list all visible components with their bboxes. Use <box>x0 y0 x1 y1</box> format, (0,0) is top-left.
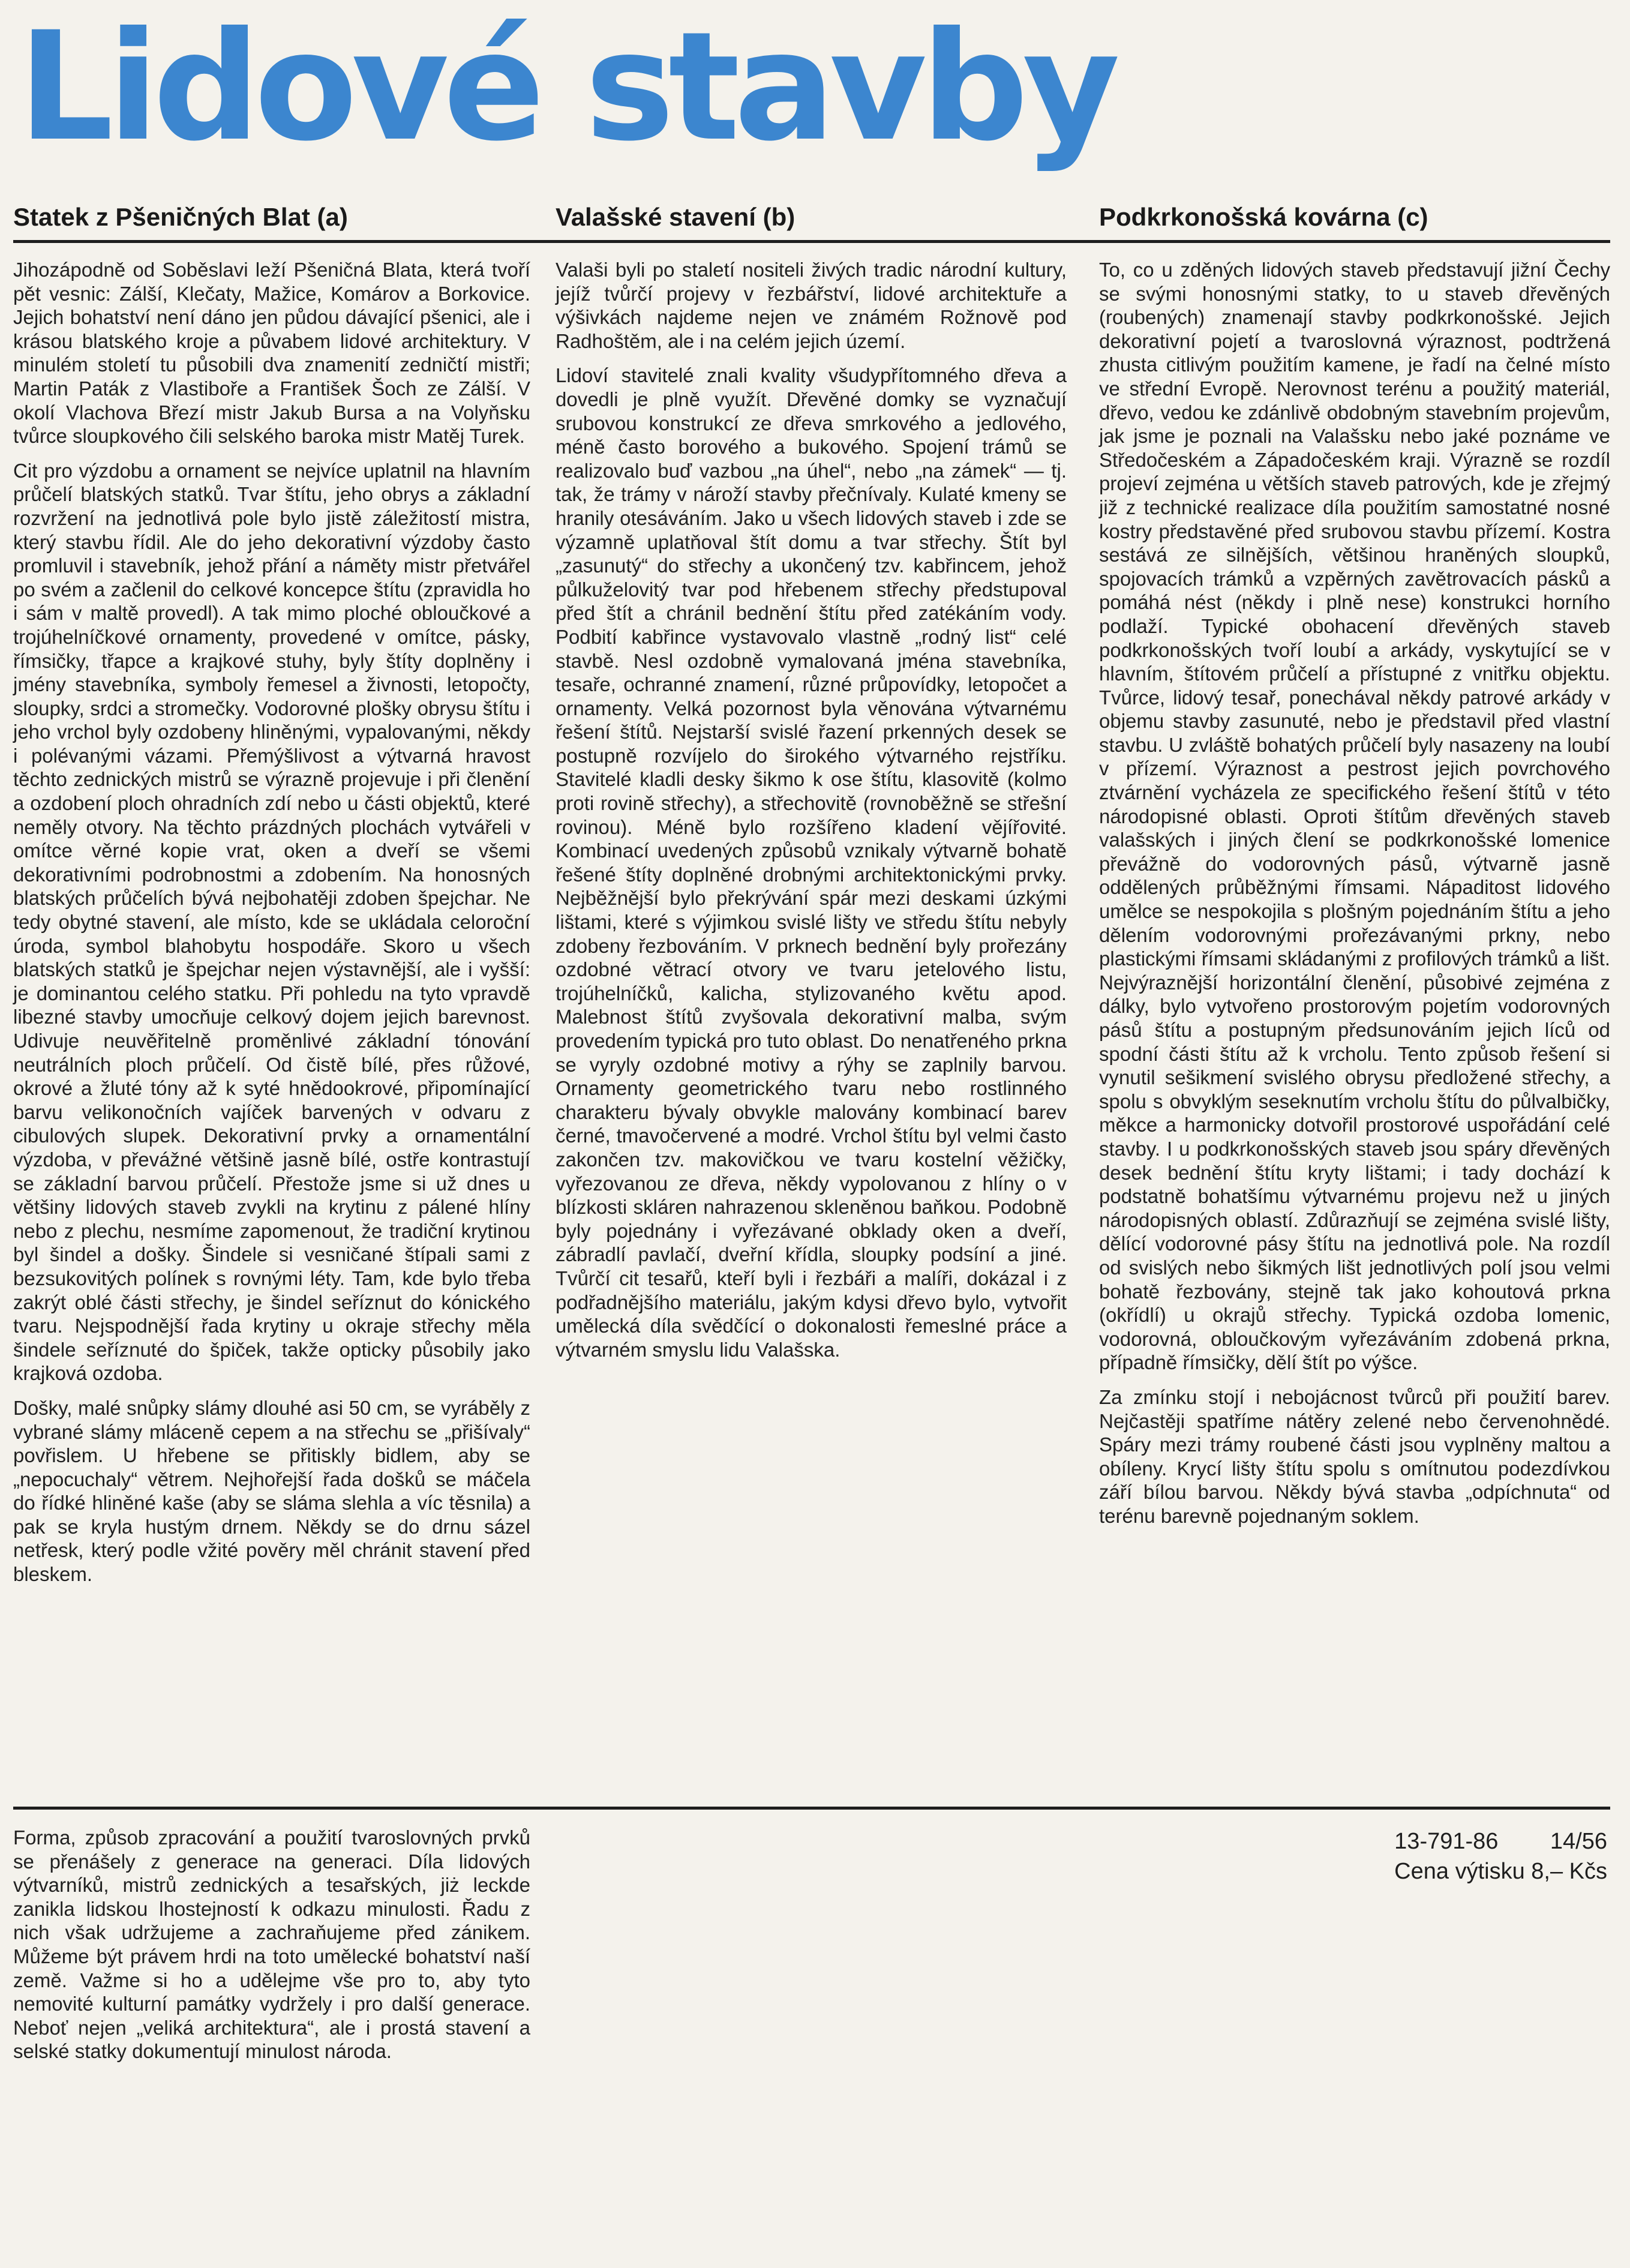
paragraph: Došky, malé snůpky slámy dlouhé asi 50 cm, se vyráběly z vybrané slámy mláceně cepem a na střechu se „přišívaly“ povřislem. U hřebene se přitiskly bidlem, aby se „nepocuchaly“ větrem. Nejhořejší řada došků se máčela do řídké hliněné kaše (aby se sláma slehla a víc těsnila) a pak se kryla hustým drnem. Někdy se do drnu sázel netřesk, který podle vžité pověry měl chránit stavení před bleskem. <box>13 1396 530 1586</box>
paragraph: To, co u zděných lidových staveb představují jižní Čechy se svými honosnými statky, to u staveb dřevěných (roubených) znamenají stavby podkrkonošské. Jejich dekorativní pojetí a tvaroslovná výraznost, podtržená zhusta citlivým použitím kamene, je řadí na čelné místo ve střední Evropě. Nerovnost terénu a použitý materiál, dřevo, vedou ke zdánlivě obdobným stavebním projevům, jak jsme je poznali na Valašsku nebo jaké poznáme ve Středočeském a Západočeském kraji. Výrazně se rozdíl projeví zejména u větších staveb patrových, kde je zřejmý již z technické realizace díla použitím samostatné nosné kostry představěné před srubovou stavbu přízemí. Kostra sestává ze silnějších, většinou hraněných sloupků, spojovacích trámků a vzpěrných zavětrovacích pásků a pomáhá nést (někdy i plně nese) konstrukci horního podlaží. Typické obohacení dřevěných staveb podkrkonošských tvoří loubí a arkády, vyskytující se v hlavním, štítovém průčelí a přístupné z vnitřku objektu. Tvůrce, lidový tesař, ponechával někdy patrové arkády v objemu stavby zasunuté, nebo je představil před vlastní stavbu. U zvláště bohatých průčelí byly nasazeny na loubí v přízemí. Výraznost a pestrost jejich povrchového ztvárnění vycházela ze specifického řešení štítů v této národopisné oblasti. Oproti štítům dřevěných staveb valašských i jiných člení se podkrkonošské lomenice převážně do vodorovných pásů, výtvarně jasně oddělených průběžnými římsami. Nápaditost lidového umělce se nespokojila s plošným pojednáním štítu a jeho dělením vodorovnými prořezávanými prkny, nebo plastickými římsami skládanými z profilových trámků a lišt. Nejvýraznější horizontální členění, působivé zejména z dálky, bylo vytvořeno prostorovým pojetím vodorovných pásů štítu a postupným předsunováním jejich líců od spodní části štítu až k vrcholu. Tento způsob řešení si vynutil sešikmení svislého obrysu předložené střechy, a spolu s obvyklým seseknutím vrcholu štítu do půlvalbičky, měkce a harmonicky dotvořil prostorové uspořádání celé stavby. I u podkrkonošských staveb jsou spáry dřevěných desek bednění štítu kryty lištami; i tady dochází k podstatně bohatšímu výtvarnému projevu než u jiných národopisných oblastí. Zdůrazňují se zejména svislé lišty, dělící vodorovné pásy štítu na jednotlivá pole. Na rozdíl od svislých nebo šikmých lišt jednotlivých polí jsou velmi bohatě řezbovány, stejně tak jako kohoutová prkna (okřídlí) u okrajů střechy. Typická ozdoba lomenic, vodorovná, obloučkovým vyřezáváním zdobená prkna, případně římsičky, dělí štít po výšce. <box>1099 259 1610 1374</box>
issue-number: 14/56 <box>1550 1829 1607 1854</box>
price: Cena výtisku 8,– Kčs <box>1394 1859 1607 1884</box>
column-a <box>13 258 530 1597</box>
paragraph: Za zmínku stojí i nebojácnost tvůrců při použití barev. Nejčastěji spatříme nátěry zelené nebo červenohnědé. Spáry mezi trámy roubené části jsou vyplněny maltou a obíleny. Krycí lišty štítu spolu s omítnutou podezdívkou září bílou barvou. Někdy bývá stavba „odpíchnuta“ od terénu barevně pojednaným soklem. <box>1099 1385 1610 1527</box>
section-heading-a: Statek z Pšeničných Blat (a) <box>13 203 348 231</box>
section-heading-c: Podkrkonošská kovárna (c) <box>1099 203 1428 231</box>
bottom-divider <box>13 1807 1610 1810</box>
publication-info <box>1394 1826 1607 1886</box>
paragraph: Lidoví stavitelé znali kvality všudypřítomného dřeva a dovedli je plně využít. Dřevěné domky se vyznačují srubovou konstrukcí ze dřeva smrkového a jedlového, méně často borového a bukového. Spojení trámů se realizovalo buď vazbou „na úhel“, nebo „na zámek“ — tj. tak, že trámy v nároží stavby přečnívaly. Kulaté kmeny se hranily otesáváním. Jako u všech lidových staveb i zde se výzamně uplatňoval štít domu a tvar střechy. Štít byl „zasunutý“ do střechy a ukončený tzv. kabřincem, jehož půlkuželovitý tvar pod hřebenem střechy předstupoval před štít a chránil bednění štítu před zatékáním vody. Podbití kabřince vystavovalo vlastně „rodný list“ celé stavbě. Nesl ozdobně vymalovaná jména stavebníka, tesaře, ochranné znamení, různé průpovídky, letopočet a ornamenty. Velká pozornost byla věnována výtvarnému řešení štítů. Nejstarší svislé řazení prkenných desek se postupně rozvíjelo do širokého výtvarného rejstříku. Stavitelé kladli desky šikmo k ose štítu, klasovitě (kolmo proti rovině střechy), a střechovitě (rovnoběžně se střešní rovinou). Méně bylo rozšířeno kladení vějířovité. Kombinací uvedených způsobů vznikaly výtvarně bohatě řešené štíty doplněné drobnými architektonickými prvky. Nejběžnější bylo překrývání spár mezi deskami úzkými lištami, které s výjimkou svislé lišty ve středu štítu nebyly zdobeny řezbováním. V prknech bednění byly prořezány ozdobné větrací otvory ve tvaru jetelového listu, trojúhelníčků, kalicha, stylizovaného květu apod. Malebnost štítů zvyšovala dekorativní malba, svým provedením typická pro tuto oblast. Do nenatřeného prkna se vyryly ozdobné motivy a rýhy se zaplnily barvou. Ornamenty geometrického tvaru nebo rostlinného charakteru bývaly obvykle malovány kombinací barev černé, tmavočervené a modré. Vrchol štítu byl velmi často zakončen tzv. makovičkou ve tvaru kostelní věžičky, vyřezovanou ze dřeva, někdy vypolovanou z hlíny o v blízkosti skláren nahrazenou skleněnou baňkou. Podobně byly pojednány i vyřezávané obklady oken a dveří, zábradlí pavlačí, dveřní křídla, sloupky podsíní a jiné. Tvůrčí cit tesařů, kteří byli i řezbáři a malíři, dokázal i z podřadnějšího materiálu, jakým kdysi dřevo bylo, vytvořit umělecká díla svědčící o dokonalosti řemeslné práce a výtvarném smyslu lidu Valašska. <box>556 364 1067 1361</box>
section-heading-b: Valašské stavení (b) <box>556 203 796 231</box>
paragraph: Cit pro výzdobu a ornament se nejvíce uplatnil na hlavním průčelí blatských statků. Tvar štítu, jeho obrys a základní rozvržení na jednotlivá pole bylo jistě záležitostí mistra, který stavbu řídil. Ale do jeho dekorativní výzdoby často promluvil i stavebník, jehož přání a náměty mistr přetvářel po svém a začlenil do celkové koncepce štítu (zpravidla ho i sám v maltě provedl). A tak mimo ploché obloučkové a trojúhelníčkové ornamenty, provedené v omítce, pásky, římsičky, třapce a krajkové stuhy, byly štíty doplněny i jmény stavebníka, symboly řemesel a živnosti, letopočty, sloupky, srdci a stromečky. Vodorovné plošky obrysu štítu i jeho vrchol byly ozdobeny hliněnými, vypalovanými, někdy i polévanými vázami. Přemýšlivost a výtvarná hravost těchto zednických mistrů se výrazně projevuje i při členění a ozdobení ploch ohradních zdí nebo u části objektů, které neměly otvory. Na těchto prázdných plochách vytvářeli v omítce věrné kopie vrat, oken a dveří se všemi dekorativními podrobnostmi a zdobením. Na honosných blatských průčelích bývá nejbohatěji zdoben špejchar. Ne tedy obytné stavení, ale místo, kde se ukládala celoroční úroda, symbol blahobytu hospodáře. Skoro u všech blatských statků je špejchar nejen výstavnější, ale i vyšší: je dominantou celého statku. Při pohledu na tyto vpravdě libezné stavby umocňuje celkový dojem jejich barevnost. Udivuje neuvěřitelně proměnlivé základní tónování neutrálních ploch průčelí. Od čistě bílé, přes růžové, okrové a žluté tóny až k syté hnědookrové, připomínající barvu velikonočních vajíček barvených v odvaru z cibulových slupek. Dekorativní prvky a ornamentální výzdoba, v převážné většině jasně bílé, ostře kontrastují se základní barvou průčelí. Přestože jsme si už dnes u většiny lidových staveb zvykli na krytinu z pálené hlíny nebo z plechu, nesmíme zapomenout, že tradiční krytinou byl šindel a došky. Šindele si vesničané štípali sami z bezsukovitých polínek s rovnými léty. Tam, kde bylo třeba zakrýt oblé části střechy, je šindel seříznut do kónického tvaru. Nejspodnější řada krytiny u okraje střechy měla šindele seříznuté do špiček, takže opticky působily jako krajková ozdoba. <box>13 459 530 1385</box>
catalog-code: 13-791-86 <box>1394 1829 1499 1854</box>
page-title: Lidové stavby <box>18 0 1115 174</box>
paragraph: Valaši byli po staletí nositeli živých tradic národní kultury, jejíž tvůrčí projevy v řezbářství, lidové architektuře a výšivkách najdeme nejen ve známém Rožnově pod Radhoštěm, ale i na celém jejich území. <box>556 259 1067 352</box>
paragraph: Jihozápodně od Soběslavi leží Pšeničná Blata, která tvoří pět vesnic: Zálší, Klečaty, Mažice, Komárov a Borkovice. Jejich bohatství není dáno jen půdou dávající pšenici, ale i krásou blatského kroje a půvabem lidové architektury. V minulém století tu působili dva znamenití zedničtí mistři; Martin Paták z Vlastiboře a František Šoch ze Zálší. V okolí Vlachova Březí mistr Jakub Bursa a na Volyňsku tvůrce sloupkového čili selského baroka mistr Matěj Turek. <box>13 259 530 448</box>
closing-paragraph: Forma, způsob zpracování a použití tvaroslovných prvků se přenášely z generace na generaci. Díla lidových výtvarníků, mistrů zednických a tesařských, jiż leckde zanikla lidskou lhostejností k odkazu minulosti. Řadu z nich však udržujeme a zachraňujeme před zánikem. Můžeme být právem hrdi na toto umělecké bohatství naší země. Važme si ho a udělejme vše pro to, aby tyto nemovité kulturní památky vydržely i pro další generace. Neboť nejen „veliká architektura“, ale i prostá stavení a selské statky dokumentují minulost národa. <box>13 1826 530 2063</box>
closing-column <box>13 1826 530 2074</box>
column-b <box>556 258 1067 1372</box>
column-c <box>1099 258 1610 1538</box>
top-divider <box>13 240 1610 243</box>
